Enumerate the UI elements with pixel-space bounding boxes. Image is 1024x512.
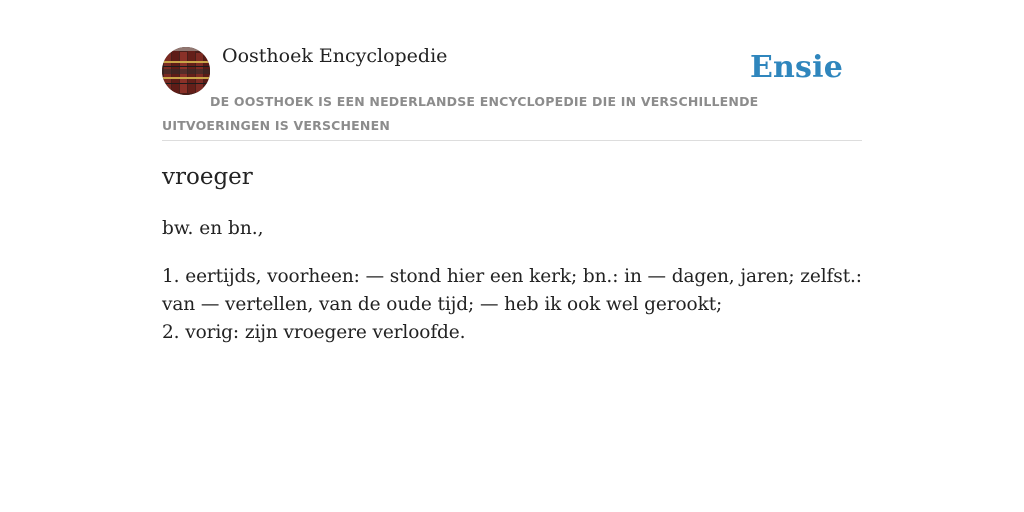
part-of-speech: bw. en bn., [162, 218, 264, 239]
source-title[interactable]: Oosthoek Encyclopedie [222, 45, 448, 67]
definition-list [162, 263, 862, 347]
definition-item: 2. vorig: zijn vroegere verloofde. [162, 322, 466, 343]
page [162, 0, 862, 343]
definition-item: 1. eertijds, voorheen: — stond hier een kerk; bn.: in — dagen, jaren; zelfst.: van — vertellen, van de oude tijd; — heb ik ook wel gerookt; [162, 266, 862, 315]
brand-logo-link[interactable]: Ensie [749, 50, 843, 85]
encyclopedia-books-icon[interactable] [162, 47, 210, 95]
source-description: DE OOSTHOEK IS EEN NEDERLANDSE ENCYCLOPEDIE DIE IN VERSCHILLENDE UITVOERINGEN IS VERSCHENEN [162, 94, 759, 133]
entry-title: vroeger [162, 164, 253, 190]
header [162, 0, 862, 141]
